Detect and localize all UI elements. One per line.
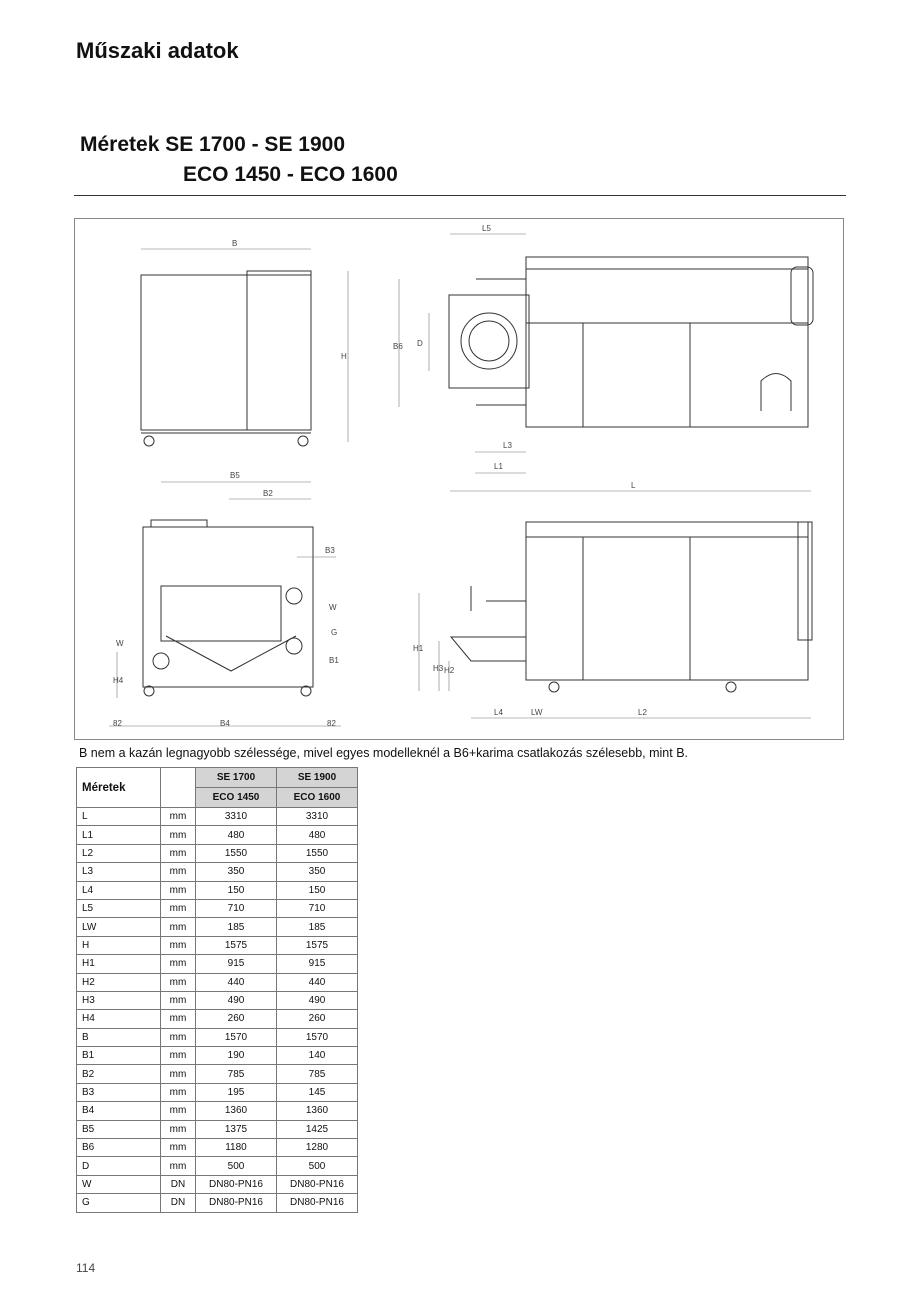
model-se1900: SE 1900 xyxy=(277,768,358,788)
dim-label-B2: B2 xyxy=(263,489,273,498)
dimension: H3 xyxy=(77,991,161,1009)
value-model-1: DN80-PN16 xyxy=(196,1175,277,1193)
dim-label-H4: H4 xyxy=(113,676,124,685)
unit: mm xyxy=(161,955,196,973)
table-row xyxy=(77,1194,358,1212)
dimension: B xyxy=(77,1028,161,1046)
unit: mm xyxy=(161,918,196,936)
dimension: L2 xyxy=(77,844,161,862)
unit: mm xyxy=(161,1028,196,1046)
dimension: B6 xyxy=(77,1139,161,1157)
value-model-1: 1180 xyxy=(196,1139,277,1157)
value-model-1: DN80-PN16 xyxy=(196,1194,277,1212)
unit: DN xyxy=(161,1194,196,1212)
table-row xyxy=(77,991,358,1009)
unit: mm xyxy=(161,1010,196,1028)
dimension: L1 xyxy=(77,826,161,844)
dim-label-82-right: 82 xyxy=(327,719,336,728)
value-model-1: 500 xyxy=(196,1157,277,1175)
value-model-1: 480 xyxy=(196,826,277,844)
dim-label-B5: B5 xyxy=(230,471,240,480)
dimension: B3 xyxy=(77,1083,161,1101)
value-model-2: 1570 xyxy=(277,1028,358,1046)
table-header-unit xyxy=(161,768,196,808)
table-row xyxy=(77,1157,358,1175)
dim-label-H: H xyxy=(341,352,347,361)
table-row xyxy=(77,955,358,973)
dim-label-H1: H1 xyxy=(413,644,424,653)
unit: mm xyxy=(161,808,196,826)
dim-label-LW: LW xyxy=(531,708,543,717)
unit: mm xyxy=(161,1120,196,1138)
dim-label-B6: B6 xyxy=(393,342,403,351)
value-model-2: 1280 xyxy=(277,1139,358,1157)
dim-label-B4: B4 xyxy=(220,719,230,728)
dimension: B4 xyxy=(77,1102,161,1120)
dimension: LW xyxy=(77,918,161,936)
side-view-body xyxy=(526,257,808,427)
dimension: B5 xyxy=(77,1120,161,1138)
side-view-lower-body xyxy=(526,522,808,680)
value-model-2: 145 xyxy=(277,1083,358,1101)
dimension: H xyxy=(77,936,161,954)
unit: mm xyxy=(161,826,196,844)
unit: mm xyxy=(161,973,196,991)
table-row xyxy=(77,1047,358,1065)
dimension-drawing-frame xyxy=(74,218,844,740)
table-row xyxy=(77,863,358,881)
table-row xyxy=(77,1010,358,1028)
table-row xyxy=(77,1139,358,1157)
dimension: H4 xyxy=(77,1010,161,1028)
dim-label-W-right: W xyxy=(329,603,337,612)
table-row xyxy=(77,1175,358,1193)
value-model-2: 350 xyxy=(277,863,358,881)
dimension: L4 xyxy=(77,881,161,899)
value-model-1: 3310 xyxy=(196,808,277,826)
table-row xyxy=(77,936,358,954)
unit: mm xyxy=(161,1083,196,1101)
value-model-2: 1575 xyxy=(277,936,358,954)
unit: mm xyxy=(161,881,196,899)
value-model-1: 490 xyxy=(196,991,277,1009)
value-model-1: 1360 xyxy=(196,1102,277,1120)
table-row xyxy=(77,918,358,936)
dim-label-W-left: W xyxy=(116,639,124,648)
table-row xyxy=(77,973,358,991)
value-model-2: 440 xyxy=(277,973,358,991)
table-row xyxy=(77,808,358,826)
dimensions-table xyxy=(76,767,358,1213)
table-row xyxy=(77,826,358,844)
page-title-line2: ECO 1450 - ECO 1600 xyxy=(183,163,398,186)
unit: mm xyxy=(161,1047,196,1065)
dimension: L5 xyxy=(77,899,161,917)
model-se1700: SE 1700 xyxy=(196,768,277,788)
value-model-1: 1375 xyxy=(196,1120,277,1138)
dimension: B2 xyxy=(77,1065,161,1083)
dim-label-G: G xyxy=(331,628,338,637)
value-model-2: 3310 xyxy=(277,808,358,826)
value-model-2: 1360 xyxy=(277,1102,358,1120)
table-row xyxy=(77,844,358,862)
value-model-1: 440 xyxy=(196,973,277,991)
unit: mm xyxy=(161,1139,196,1157)
value-model-2: 1550 xyxy=(277,844,358,862)
dim-label-H2: H2 xyxy=(444,666,455,675)
page-title-line1: Méretek SE 1700 - SE 1900 xyxy=(80,133,346,156)
model-eco1600: ECO 1600 xyxy=(277,788,358,808)
table-header-label: Méretek xyxy=(77,768,161,808)
value-model-2: 480 xyxy=(277,826,358,844)
unit: mm xyxy=(161,1102,196,1120)
dimension: G xyxy=(77,1194,161,1212)
value-model-2: 710 xyxy=(277,899,358,917)
value-model-1: 350 xyxy=(196,863,277,881)
dimension: D xyxy=(77,1157,161,1175)
page-number: 114 xyxy=(76,1261,96,1275)
front-view-body xyxy=(141,275,311,430)
section-title: Műszaki adatok xyxy=(76,38,239,63)
unit: DN xyxy=(161,1175,196,1193)
dim-label-L4: L4 xyxy=(494,708,503,717)
dimension: L xyxy=(77,808,161,826)
value-model-1: 260 xyxy=(196,1010,277,1028)
dim-label-82-left: 82 xyxy=(113,719,122,728)
table-row xyxy=(77,1102,358,1120)
value-model-2: DN80-PN16 xyxy=(277,1175,358,1193)
dim-label-B1: B1 xyxy=(329,656,339,665)
title-divider xyxy=(74,195,846,196)
dim-label-L3: L3 xyxy=(503,441,512,450)
model-eco1450: ECO 1450 xyxy=(196,788,277,808)
unit: mm xyxy=(161,936,196,954)
dim-label-L2: L2 xyxy=(638,708,647,717)
value-model-2: 915 xyxy=(277,955,358,973)
value-model-2: 500 xyxy=(277,1157,358,1175)
dim-label-B: B xyxy=(232,239,238,248)
table-row xyxy=(77,881,358,899)
value-model-1: 185 xyxy=(196,918,277,936)
dimension: H2 xyxy=(77,973,161,991)
value-model-2: 490 xyxy=(277,991,358,1009)
value-model-2: 140 xyxy=(277,1047,358,1065)
unit: mm xyxy=(161,863,196,881)
dimension: H1 xyxy=(77,955,161,973)
value-model-2: 785 xyxy=(277,1065,358,1083)
dim-label-L5: L5 xyxy=(482,224,491,233)
value-model-2: 1425 xyxy=(277,1120,358,1138)
value-model-2: DN80-PN16 xyxy=(277,1194,358,1212)
value-model-1: 150 xyxy=(196,881,277,899)
value-model-1: 1575 xyxy=(196,936,277,954)
dimension: L3 xyxy=(77,863,161,881)
unit: mm xyxy=(161,899,196,917)
drawing-note: B nem a kazán legnagyobb szélessége, mivel egyes modelleknél a B6+karima csatlakozás szélesebb, mint B. xyxy=(79,746,689,760)
unit: mm xyxy=(161,991,196,1009)
dim-label-B3: B3 xyxy=(325,546,335,555)
value-model-1: 785 xyxy=(196,1065,277,1083)
unit: mm xyxy=(161,1157,196,1175)
dimension: W xyxy=(77,1175,161,1193)
value-model-2: 150 xyxy=(277,881,358,899)
table-row xyxy=(77,899,358,917)
table-row xyxy=(77,1028,358,1046)
dimension-drawing xyxy=(75,219,845,741)
table-row xyxy=(77,1120,358,1138)
dim-label-D: D xyxy=(417,339,423,348)
value-model-1: 195 xyxy=(196,1083,277,1101)
value-model-1: 915 xyxy=(196,955,277,973)
dimension: B1 xyxy=(77,1047,161,1065)
table-row xyxy=(77,1065,358,1083)
dim-label-L1: L1 xyxy=(494,462,503,471)
table-row xyxy=(77,1083,358,1101)
unit: mm xyxy=(161,844,196,862)
dim-label-L: L xyxy=(631,481,636,490)
value-model-2: 260 xyxy=(277,1010,358,1028)
value-model-1: 710 xyxy=(196,899,277,917)
value-model-1: 1570 xyxy=(196,1028,277,1046)
dim-label-H3: H3 xyxy=(433,664,444,673)
value-model-2: 185 xyxy=(277,918,358,936)
unit: mm xyxy=(161,1065,196,1083)
value-model-1: 190 xyxy=(196,1047,277,1065)
value-model-1: 1550 xyxy=(196,844,277,862)
